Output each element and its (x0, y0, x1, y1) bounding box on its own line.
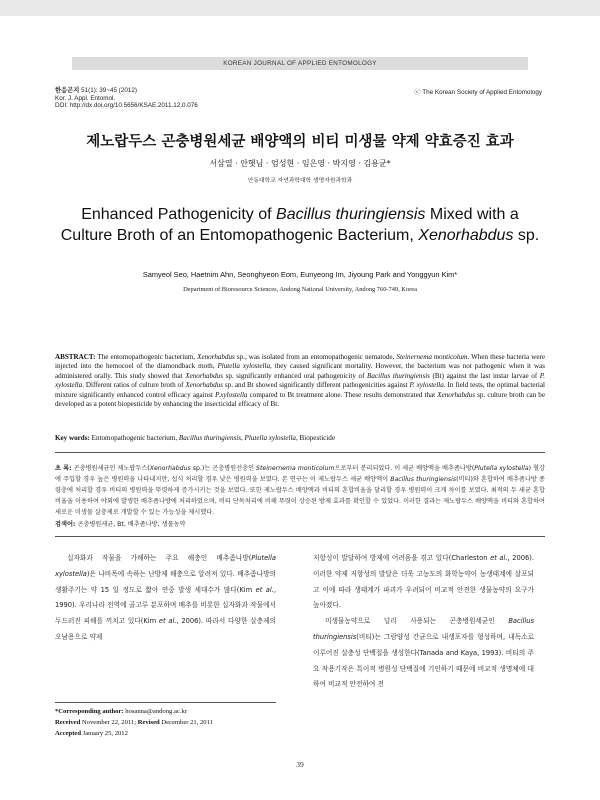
korean-abstract-text: sp.)는 곤충병원선충인 (190, 465, 257, 472)
body-text: (비티)는 그람양성 간균으로 내생포자를 형성하며, 내독소로 이루어진 살충성 단백질을 생성한다(Tanada and Kaya, 1993). 비티의 주요 작용기작은 특이적 병원성 단백질에 기인하기 때문에 비교적 생명체에 대하여 비교적 안전하여 전 (313, 632, 534, 689)
title-species-xeno: Xenorhabdus (418, 226, 514, 244)
page-number: 39 (296, 760, 304, 769)
keywords (55, 434, 545, 442)
corresponding-author (55, 706, 295, 717)
abstract-text: sp. significantly enhanced oral pathogenicity of (222, 371, 368, 380)
title-part-3: sp. (513, 226, 540, 244)
abstract-species: Xenorhabdus (185, 371, 223, 380)
title-part-2: Mixed with a Culture Broth of an Entomopathogenic Bacterium, (60, 206, 519, 244)
accepted-line (55, 728, 295, 739)
korean-abstract-text: 으로부터 분리되었다. 이 세균 배양액을 배추좀나방( (334, 465, 475, 472)
paragraph (313, 551, 534, 614)
korean-abstract-species: Xenorhabdus (149, 465, 191, 472)
abstract-species: Steinernema monticolum (396, 353, 468, 361)
abstract-text: . In field tests, the optimal bacterial mixture significantly enhanced control efficacy against (55, 381, 546, 399)
received-label: Received (55, 719, 81, 726)
abstract-text: compared to Bt treatment alone. These results demonstrated that (247, 390, 438, 399)
body-column-right (313, 551, 534, 693)
abstract (55, 353, 545, 409)
body-etal: et al. (158, 617, 177, 626)
abstract-species: Xenorhabdus (197, 353, 235, 361)
top-gray-strip (0, 0, 600, 16)
corresponding-email[interactable]: hosanna@andong.ac.kr (123, 708, 187, 715)
citation-block (55, 87, 198, 110)
doi-link[interactable]: DOI: http://dx.doi.org/10.5656/KSAE.2011.12.0.076 (55, 102, 198, 110)
body-species: Plutella xylostella (55, 554, 276, 578)
revised-label: Revised (137, 719, 160, 726)
korean-keywords-label: 검색어: (55, 521, 76, 528)
divider-top (55, 452, 545, 453)
abstract-label: ABSTRACT: (55, 353, 96, 361)
paragraph (313, 614, 534, 693)
abstract-text: (Bt) against the last instar larvae of (429, 371, 540, 380)
title-species-bt: Bacillus thuringiensis (276, 206, 426, 223)
korean-affiliation: 안동대학교 자연과학대학 생명자원과학과 (247, 178, 353, 184)
english-title (60, 205, 540, 246)
citation-en: Kor. J. Appl. Entomol. (55, 94, 116, 102)
body-text: 미생물농약으로 널리 사용되는 곤충병원세균인 (325, 617, 509, 626)
body-etal: et al. (255, 585, 274, 594)
korean-abstract-label: 초 록: (55, 465, 72, 472)
keyword-text: Entomopathogenic bacterium, (89, 434, 179, 442)
abstract-text: sp. culture broth can be developed as a potent biopesticide by enhancing the insecticidal efficacy of Bt. (55, 390, 546, 409)
korean-abstract-text: 곤충병원세균인 제노랍두스( (71, 465, 150, 472)
keyword-text: , (241, 434, 245, 442)
abstract-text: . Different ratios of culture broth of (82, 381, 186, 390)
korean-title: 제노랍두스 곤충병원세균 배양액의 비티 미생물 약제 약효증진 효과 (86, 134, 514, 150)
abstract-text: , they caused significant mortality. However, the bacterium was not pathogenic when it was administered orally. This study showed that (55, 362, 545, 380)
abstract-species: Plutella xylostella (217, 362, 271, 371)
accepted-label: Accepted (55, 730, 81, 737)
abstract-text: sp. and Bt showed significantly different pathogenicities against (223, 381, 410, 390)
abstract-text: The entomopathogenic bacterium, (95, 353, 198, 361)
body-text: , 2006). 따라서 다양한 살충제의 오남용으로 약제 (55, 617, 277, 641)
abstract-species: Xenorhabdus (185, 381, 224, 390)
corresponding-label: *Corresponding author: (55, 708, 124, 715)
abstract-text: . When these bacteria were injected into the hemocoel of the diamondback moth, (55, 353, 546, 371)
abstract-species: P. xylostella (55, 371, 545, 390)
citation-volume: 51(1): 39~45 (2012) (79, 87, 137, 94)
body-text: 십자화과 작물을 가해하는 주요 해충인 배추좀나방( (67, 554, 252, 562)
korean-keywords (55, 519, 545, 528)
body-text: , 1990). 우리나라 전역에 골고루 분포하며 배추를 비롯한 십자화과 작물에서 두드러진 피해를 끼치고 있다(Kim (55, 585, 276, 626)
korean-abstract-text: (비티)와 혼합하여 배추좀나방 종령충에 처리할 경우 비티의 병원력을 뚜렷하게 증가시키는 것을 보였다. 또한 제노랍두스 배양액과 비티의 혼합비율을 달리할 경우 병원력이 크게 차이를 보였다. 최적의 두 세균 혼합비율을 이용하여 야외에 발생한 배추좀나방에 처리하였으며, 비티 단독처리에 비해 뚜렷이 상승된 방제 효과를 확인할 수 있었다. 이러한 결과는 제노랍두스 배양액을 비티와 혼합하여 새로운 미생물 살충제로 개발할 수 있는 가능성을 제시했다. (55, 476, 546, 517)
korean-abstract (55, 463, 545, 518)
paragraph (55, 551, 276, 646)
korean-abstract-species: Plutella xylostella (474, 465, 529, 472)
keyword-species: Bacillus thuringiensis (178, 434, 241, 442)
received-line (55, 717, 295, 728)
keyword-text: , Biopesticide (295, 434, 335, 442)
body-text: )은 나비목에 속하는 난방제 해충으로 알려져 있다. 배추좀나방의 생활주기는 약 15 일 정도로 짧아 연중 발생 세대수가 많다(Kim (55, 569, 276, 594)
society-copyright: ⓒ The Korean Society of Applied Entomology (414, 89, 542, 96)
english-authors: Samyeol Seo, Haetnim Ahn, Seonghyeon Eom, Eunyeong Im, Jiyoung Park and Yonggyun Kim* (142, 270, 458, 279)
abstract-species: Xenorhabdus (437, 390, 475, 399)
body-etal: et al. (490, 554, 508, 562)
abstract-species: P.xylostella (215, 390, 248, 399)
keyword-species: Plutella xylostella (244, 434, 296, 442)
title-part-1: Enhanced Pathogenicity of (81, 206, 277, 223)
body-text: 저항성이 발달하여 방제에 어려움을 겪고 있다(Charleston (313, 554, 491, 562)
body-text: , 2006). 이러한 약제 저항성의 발달은 더욱 고농도의 화학농약이 농생태계에 살포되고 이에 따라 생태계가 파괴가 우려되어 비교적 안전한 생물농약의 요구가 높아졌다. (313, 554, 534, 610)
korean-abstract-species: Steinernema monticolum (256, 465, 335, 472)
received-date: November 22, 2011; (80, 719, 138, 726)
abstract-species: P. xylostella (409, 381, 444, 390)
abstract-text: sp., was isolated from an entomopathogenic nematode, (234, 353, 397, 361)
english-affiliation: Department of Bioresource Sciences, Andong National University, Andong 760-749, Korea (183, 286, 417, 293)
body-column-left (55, 551, 276, 646)
accepted-date: January 25, 2012 (81, 730, 128, 737)
citation-line (55, 87, 198, 95)
footnote-rule (55, 702, 276, 703)
body-species: Bacillus thuringiensis (313, 617, 534, 641)
divider-bottom (55, 536, 545, 537)
revised-date: December 21, 2011 (159, 719, 213, 726)
korean-authors: 서삼열 · 안햇님 · 엄성현 · 임은영 · 박지영 · 김용균* (209, 159, 391, 168)
korean-keywords-text: 곤충병원세균, Bt, 배추좀나방, 생물농약 (75, 521, 186, 528)
korean-abstract-text: ) 혈강에 주입할 경우 높은 병원력을 나타내지만, 섭식 처리할 경우 낮은 병원력을 보였다. 본 연구는 이 제노랍두스 세균 배양액이 (55, 465, 545, 484)
footnote (55, 706, 295, 739)
keywords-label: Key words: (55, 434, 90, 442)
citation-ko: 한응곤지 (55, 87, 80, 94)
journal-name-band: KOREAN JOURNAL OF APPLIED ENTOMOLOGY (72, 57, 528, 70)
abstract-species: Bacillus thuringiensis (367, 371, 430, 380)
korean-abstract-species: Bacillus thuringiensis (390, 476, 457, 484)
